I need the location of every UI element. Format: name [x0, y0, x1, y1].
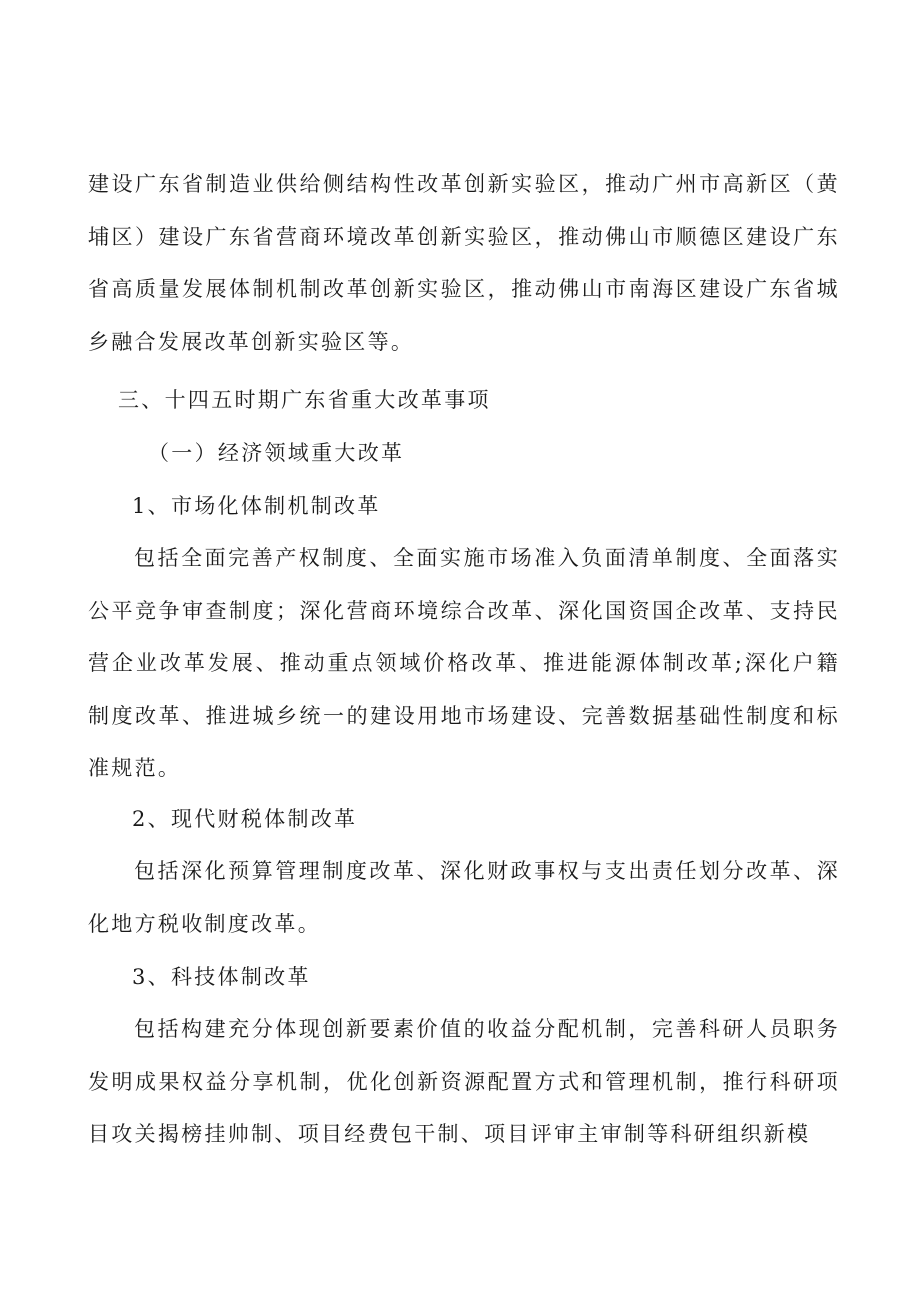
section-heading: 三、十四五时期广东省重大改革事项 — [118, 388, 491, 412]
item-body-1: 包括全面完善产权制度、全面实施市场准入负面清单制度、全面落实公平竞争审查制度；深化营商环境综合改革、深化国资国企改革、支持民营企业改革发展、推动重点领域价格改革、推进能源体制改革;深化户籍制度改革、推进城乡统一的建设用地市场建设、完善数据基础性制度和标准规范。 — [88, 546, 840, 780]
item-body-2: 包括深化预算管理制度改革、深化财政事权与支出责任划分改革、深化地方税收制度改革。 — [88, 859, 840, 936]
item-heading-3: 3、科技体制改革 — [132, 965, 311, 989]
subsection-heading: （一）经济领域重大改革 — [148, 441, 405, 465]
item-heading-2: 2、现代财税体制改革 — [132, 807, 358, 831]
item-body-3: 包括构建充分体现创新要素价值的收益分配机制，完善科研人员职务发明成果权益分享机制，优化创新资源配置方式和管理机制，推行科研项目攻关揭榜挂帅制、项目经费包干制、项目评审主审制等科研组织新模 — [88, 1017, 840, 1146]
item-heading-1: 1、市场化体制机制改革 — [132, 494, 381, 518]
intro-paragraph: 建设广东省制造业供给侧结构性改革创新实验区，推动广州市高新区（黄埔区）建设广东省营商环境改革创新实验区，推动佛山市顺德区建设广东省高质量发展体制机制改革创新实验区，推动佛山市南海区建设广东省城乡融合发展改革创新实验区等。 — [88, 172, 840, 354]
